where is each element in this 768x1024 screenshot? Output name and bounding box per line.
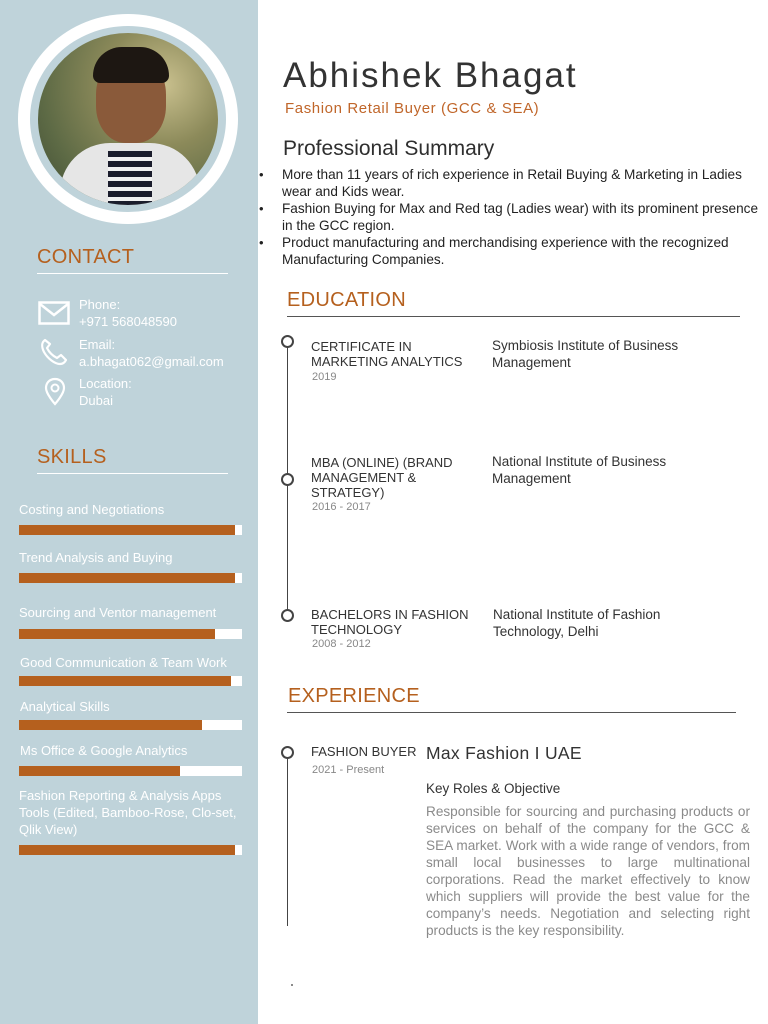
experience-role: FASHION BUYER	[311, 744, 417, 759]
summary-item: • More than 11 years of rich experience in Retail Buying & Marketing in Ladies wear and Kids wear.	[282, 166, 760, 200]
skill-bar-fill	[19, 720, 202, 730]
education-degree: BACHELORS IN FASHION TECHNOLOGY	[311, 607, 469, 637]
timeline-node	[281, 473, 294, 486]
education-degree: MBA (ONLINE) (BRAND MANAGEMENT & STRATEGY)	[311, 455, 453, 500]
skill-bar	[19, 629, 242, 639]
experience-description: Responsible for sourcing and purchasing products or services on behalf of the company for the GCC & SEA market. Work with a wide range of vendors, from small local businesses to large multinational corporations. Read the market effectively to know which suppliers will provide the best value for the company’s needs. Negotiation and selecting right products is the key responsibility.	[426, 804, 750, 938]
summary-item: • Product manufacturing and merchandising experience with the recognized Manufacturing Companies.	[282, 234, 760, 268]
experience-heading: EXPERIENCE	[288, 685, 420, 707]
profile-photo	[38, 33, 218, 205]
skill-label: Analytical Skills	[20, 699, 110, 714]
email-value[interactable]: a.bhagat062@gmail.com	[79, 354, 224, 369]
education-years: 2016 - 2017	[312, 501, 371, 513]
experience-divider	[287, 712, 736, 713]
skill-label: Costing and Negotiations	[19, 502, 165, 517]
phone-value[interactable]: +971 568048590	[79, 314, 177, 329]
skill-label: Sourcing and Ventor management	[19, 605, 217, 620]
skill-bar-fill	[19, 845, 235, 855]
experience-timeline	[287, 758, 288, 926]
skills-heading: SKILLS	[37, 446, 107, 468]
summary-item: • Fashion Buying for Max and Red tag (Ladies wear) with its prominent presence in the GCC region.	[282, 200, 760, 234]
skill-bar	[19, 676, 242, 686]
education-school: National Institute of Fashion Technology, Delhi	[493, 607, 661, 639]
skill-bar	[19, 845, 242, 855]
timeline-node	[281, 746, 294, 759]
phone-label: Phone:	[79, 297, 121, 312]
experience-company: Max Fashion I UAE	[426, 743, 582, 763]
skill-bar-fill	[19, 676, 231, 686]
envelope-icon	[38, 301, 70, 325]
skill-bar-fill	[19, 573, 235, 583]
education-years: 2019	[312, 371, 337, 383]
email-label: Email:	[79, 337, 116, 352]
phone-icon	[38, 337, 70, 367]
candidate-name: Abhishek Bhagat	[283, 56, 578, 95]
skill-label: Fashion Reporting & Analysis Apps Tools (Edited, Bamboo-Rose, Clo-set, Qlik View)	[19, 788, 237, 837]
decorative-dot	[291, 984, 293, 986]
skill-bar-fill	[19, 525, 235, 535]
skill-label: Good Communication & Team Work	[20, 655, 227, 670]
timeline-node	[281, 335, 294, 348]
education-heading: EDUCATION	[287, 289, 406, 311]
education-years: 2008 - 2012	[312, 638, 371, 650]
candidate-title: Fashion Retail Buyer (GCC & SEA)	[285, 100, 540, 117]
skill-label: Trend Analysis and Buying	[19, 550, 173, 565]
contact-divider	[37, 273, 228, 274]
skill-bar-fill	[19, 766, 180, 776]
skill-bar	[19, 766, 242, 776]
education-school: National Institute of Business Management	[492, 454, 667, 486]
location-value: Dubai	[79, 393, 113, 408]
skill-bar	[19, 525, 242, 535]
timeline-node	[281, 609, 294, 622]
location-pin-icon	[44, 377, 66, 407]
experience-subheading: Key Roles & Objective	[426, 781, 561, 796]
skill-bar	[19, 573, 242, 583]
education-school: Symbiosis Institute of Business Management	[492, 338, 679, 370]
experience-years: 2021 - Present	[312, 764, 385, 776]
summary-heading: Professional Summary	[283, 137, 495, 160]
contact-heading: CONTACT	[37, 246, 135, 268]
skills-divider	[37, 473, 228, 474]
education-degree: CERTIFICATE IN MARKETING ANALYTICS	[311, 339, 463, 369]
location-label: Location:	[79, 376, 132, 391]
skill-bar	[19, 720, 242, 730]
skill-label: Ms Office & Google Analytics	[20, 743, 188, 758]
skill-bar-fill	[19, 629, 215, 639]
summary-list	[282, 166, 760, 268]
education-divider	[287, 316, 740, 317]
